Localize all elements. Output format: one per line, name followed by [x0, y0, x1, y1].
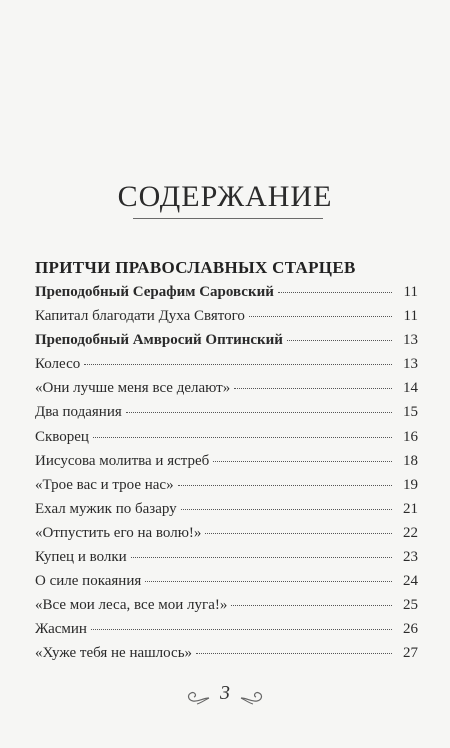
- toc-entry-title: Капитал благодати Духа Святого: [35, 308, 245, 325]
- toc-entry-page-number: 24: [403, 573, 418, 590]
- dot-leader: [84, 364, 392, 365]
- toc-entry-page-number: 27: [403, 645, 418, 662]
- dot-leader: [126, 412, 392, 413]
- toc-entry: [35, 429, 418, 453]
- toc-entry-page-number: 16: [403, 428, 418, 445]
- toc-entry: [35, 477, 418, 501]
- toc-entry: [35, 453, 418, 477]
- toc-entry-page-number: 19: [403, 476, 418, 493]
- toc-entry-page-number: 15: [403, 404, 418, 421]
- toc-entry-page-number: 22: [403, 524, 418, 541]
- dot-leader: [278, 292, 392, 293]
- toc-entry-title: Колесо: [35, 356, 81, 373]
- toc-entry: [35, 645, 418, 669]
- toc-entry-title: Скворец: [35, 428, 89, 445]
- toc-entry-title: Жасмин: [35, 621, 87, 638]
- dot-leader: [145, 581, 392, 582]
- toc-entry-title: Преподобный Амвросий Оптинский: [35, 332, 283, 349]
- toc-entry-title: «Хуже тебя не нашлось»: [35, 645, 193, 662]
- toc-entry-title: Иисусова молитва и ястреб: [35, 452, 210, 469]
- toc-entry: [35, 549, 418, 573]
- toc-entry-title: Два подаяния: [35, 404, 122, 421]
- scroll-flourish-icon: [239, 686, 265, 711]
- toc-entry: [35, 525, 418, 549]
- toc-entry-title: Ехал мужик по базару: [35, 500, 177, 517]
- dot-leader: [205, 533, 392, 534]
- dot-leader: [181, 509, 392, 510]
- toc-entry: [35, 308, 418, 332]
- dot-leader: [196, 653, 392, 654]
- toc-entry-page-number: 13: [403, 332, 418, 349]
- toc-entry-page-number: 13: [403, 356, 418, 373]
- toc-entry-page-number: 14: [403, 380, 418, 397]
- toc-entry: [35, 356, 418, 380]
- dot-leader: [93, 437, 392, 438]
- toc-entry-title: Купец и волки: [35, 549, 127, 566]
- toc-entry: [35, 597, 418, 621]
- page-title: СОДЕРЖАНИЕ: [117, 180, 333, 213]
- page-number: 3: [220, 682, 230, 704]
- toc-entry-page-number: 11: [403, 308, 418, 325]
- toc-entry-title: Преподобный Серафим Саровский: [35, 284, 274, 300]
- toc-entry: [35, 380, 418, 404]
- toc-entry: [35, 573, 418, 597]
- title-underline: [133, 218, 323, 219]
- dot-leader: [91, 629, 392, 630]
- toc-entry: [35, 621, 418, 645]
- dot-leader: [249, 316, 392, 317]
- toc-entry-title: «Все мои леса, все мои луга!»: [35, 597, 228, 614]
- section-heading: ПРИТЧИ ПРАВОСЛАВНЫХ СТАРЦЕВ: [35, 258, 356, 277]
- dot-leader: [287, 340, 392, 341]
- table-of-contents: [35, 284, 418, 670]
- toc-entry-page-number: 18: [403, 452, 418, 469]
- toc-entry-title: «Трое вас и трое нас»: [35, 476, 174, 493]
- dot-leader: [178, 485, 392, 486]
- dot-leader: [234, 388, 392, 389]
- page-footer: [0, 682, 450, 712]
- toc-entry: [35, 404, 418, 428]
- toc-entry-title: «Они лучше меня все делают»: [35, 380, 231, 397]
- toc-entry-page-number: 25: [403, 597, 418, 614]
- toc-entry-title: «Отпустить его на волю!»: [35, 524, 202, 541]
- toc-entry-page-number: 23: [403, 549, 418, 566]
- dot-leader: [231, 605, 392, 606]
- toc-entry-title: О силе покаяния: [35, 573, 142, 590]
- toc-entry-page-number: 26: [403, 621, 418, 638]
- toc-entry-page-number: 21: [403, 500, 418, 517]
- dot-leader: [213, 461, 392, 462]
- dot-leader: [131, 557, 392, 558]
- toc-entry: [35, 284, 418, 308]
- toc-entry: [35, 332, 418, 356]
- toc-entry-page-number: 11: [403, 284, 418, 300]
- toc-entry: [35, 501, 418, 525]
